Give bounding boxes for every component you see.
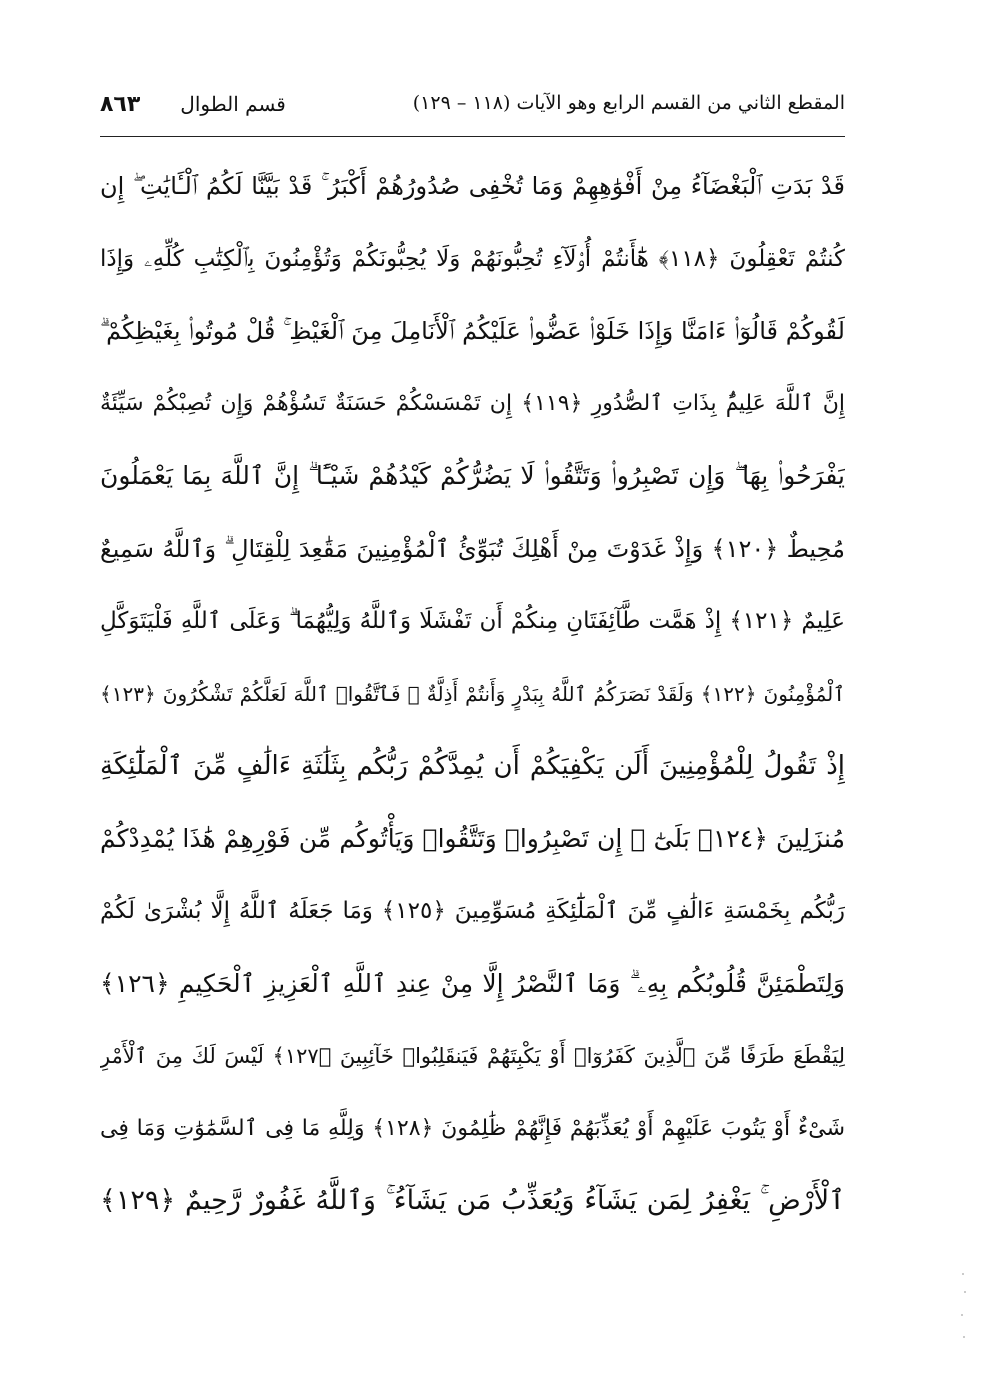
text-line-4: إِنَّ ٱللَّهَ عَلِيمٌۢ بِذَاتِ ٱلصُّدُورِ ﴿١١٩﴾ إِن تَمْسَسْكُمْ حَسَنَةٌ تَسُؤْهُمْ وَإِن تُصِبْكُمْ سَيِّئَةٌ <box>100 390 845 416</box>
scan-margin-marks <box>961 1273 967 1353</box>
text-line-14: شَىْءٌ أَوْ يَتُوبَ عَلَيْهِمْ أَوْ يُعَذِّبَهُمْ فَإِنَّهُمْ ظَٰلِمُونَ ﴿١٢٨﴾ وَلِلَّهِ مَا فِى ٱلسَّمَٰوَٰتِ وَمَا فِى <box>100 1115 845 1141</box>
scan-dot <box>961 1314 963 1316</box>
text-line-5: يَفْرَحُوا۟ بِهَا ۖ وَإِن تَصْبِرُوا۟ وَتَتَّقُوا۟ لَا يَضُرُّكُمْ كَيْدُهُمْ شَيْـًٔا ۗ إِنَّ ٱللَّهَ بِمَا يَعْمَلُونَ <box>100 461 845 490</box>
text-line-2: كُنتُمْ تَعْقِلُونَ ﴿١١٨﴾ هَٰٓأَنتُمْ أُو۟لَآءِ تُحِبُّونَهُمْ وَلَا يُحِبُّونَكُمْ وَتُؤْمِنُونَ بِٱلْكِتَٰبِ كُلِّهِۦ وَإِذَا <box>100 245 845 272</box>
scan-dot <box>962 1273 964 1275</box>
text-line-6: مُحِيطٌ ﴿١٢٠﴾ وَإِذْ غَدَوْتَ مِنْ أَهْلِكَ تُبَوِّئُ ٱلْمُؤْمِنِينَ مَقَٰعِدَ لِلْقِتَالِ ۗ وَٱللَّهُ سَمِيعٌ <box>100 534 845 563</box>
text-line-13: لِيَقْطَعَ طَرَفًا مِّنَ ٱلَّذِينَ كَفَرُوٓا۟ أَوْ يَكْبِتَهُمْ فَيَنقَلِبُوا۟ خَآئِبِينَ ﴿١٢٧﴾ لَيْسَ لَكَ مِنَ ٱلْأَمْرِ <box>100 1044 845 1068</box>
text-line-8: ٱلْمُؤْمِنُونَ ﴿١٢٢﴾ وَلَقَدْ نَصَرَكُمُ ٱللَّهُ بِبَدْرٍ وَأَنتُمْ أَذِلَّةٌ ۖ فَٱتَّقُوا۟ ٱللَّهَ لَعَلَّكُمْ تَشْكُرُونَ ﴿١٢٣﴾ <box>100 681 845 706</box>
text-line-10: مُنزَلِينَ ﴿١٢٤﴾ بَلَىٰٓ ۚ إِن تَصْبِرُوا۟ وَتَتَّقُوا۟ وَيَأْتُوكُم مِّن فَوْرِهِمْ هَٰذَا يُمْدِدْكُمْ <box>100 823 845 853</box>
scan-dot <box>963 1336 965 1338</box>
text-line-15: ٱلْأَرْضِ ۚ يَغْفِرُ لِمَن يَشَآءُ وَيُعَذِّبُ مَن يَشَآءُ ۚ وَٱللَّهُ غَفُورٌ رَّحِيمٌ ﴿١٢٩﴾ <box>100 1185 845 1216</box>
section-name: قسم الطوال <box>180 92 286 116</box>
text-line-11: رَبُّكُم بِخَمْسَةِ ءَالَٰفٍ مِّنَ ٱلْمَلَٰٓئِكَةِ مُسَوِّمِينَ ﴿١٢٥﴾ وَمَا جَعَلَهُ ٱللَّهُ إِلَّا بُشْرَىٰ لَكُمْ <box>100 898 845 924</box>
quran-text-block <box>100 150 845 1238</box>
page-number: ٨٦٣ <box>100 92 141 117</box>
text-line-7: عَلِيمٌ ﴿١٢١﴾ إِذْ هَمَّت طَّآئِفَتَانِ مِنكُمْ أَن تَفْشَلَا وَٱللَّهُ وَلِيُّهُمَا ۗ وَعَلَى ٱللَّهِ فَلْيَتَوَكَّلِ <box>100 608 845 634</box>
page-header <box>100 92 845 132</box>
passage-label: المقطع الثاني من القسم الرابع وهو الآيات (١١٨ – ١٢٩) <box>412 92 845 114</box>
text-line-3: لَقُوكُمْ قَالُوٓا۟ ءَامَنَّا وَإِذَا خَلَوْا۟ عَضُّوا۟ عَلَيْكُمُ ٱلْأَنَامِلَ مِنَ ٱلْغَيْظِ ۚ قُلْ مُوتُوا۟ بِغَيْظِكُمْ ۗ <box>100 317 845 345</box>
text-line-9: إِذْ تَقُولُ لِلْمُؤْمِنِينَ أَلَن يَكْفِيَكُمْ أَن يُمِدَّكُمْ رَبُّكُم بِثَلَٰثَةِ ءَالَٰفٍ مِّنَ ٱلْمَلَٰٓئِكَةِ <box>100 751 845 781</box>
text-line-12: وَلِتَطْمَئِنَّ قُلُوبُكُم بِهِۦ ۗ وَمَا ٱلنَّصْرُ إِلَّا مِنْ عِندِ ٱللَّهِ ٱلْعَزِيزِ ٱلْحَكِيمِ ﴿١٢٦﴾ <box>100 968 845 998</box>
scan-dot <box>964 1291 966 1293</box>
text-line-1: قَدْ بَدَتِ ٱلْبَغْضَآءُ مِنْ أَفْوَٰهِهِمْ وَمَا تُخْفِى صُدُورُهُمْ أَكْبَرُ ۚ قَدْ بَيَّنَّا لَكُمُ ٱلْـَٔايَٰتِ ۖ إِن <box>100 172 845 200</box>
header-left-group <box>100 92 286 117</box>
header-rule <box>100 136 845 137</box>
